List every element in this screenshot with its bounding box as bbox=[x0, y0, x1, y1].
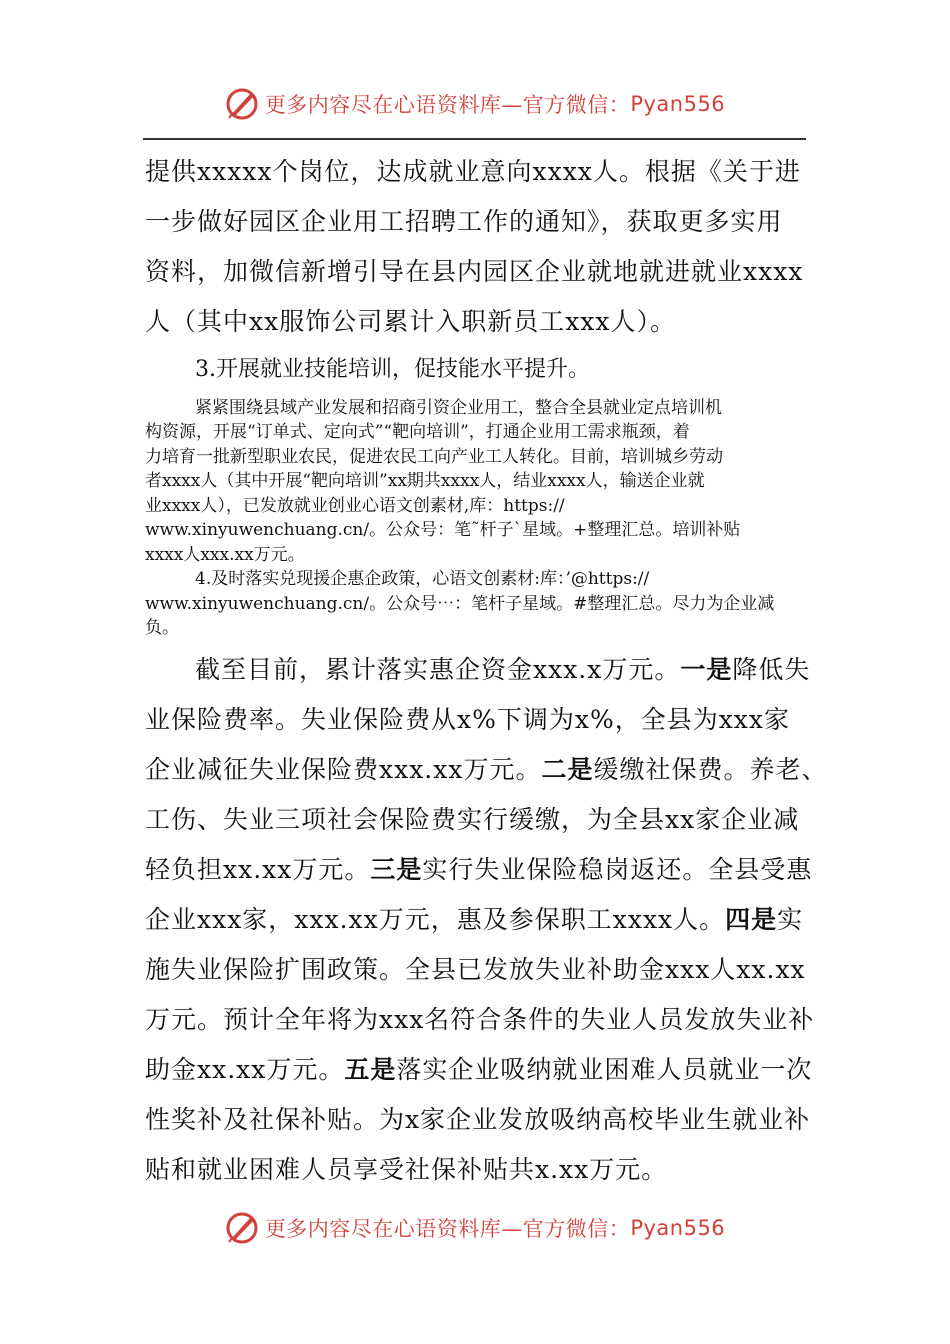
text-line: 万元。预计全年将为xxx名符合条件的失业人员发放失业补 bbox=[145, 1005, 815, 1034]
text-line: 贴和就业困难人员享受社保补贴共x.xx万元。 bbox=[145, 1155, 668, 1184]
text-run: 助金xx.xx万元。 bbox=[145, 1055, 345, 1084]
text-line: 紧紧围绕县域产业发展和招商引资企业用工，整合全县就业定点培训机 bbox=[195, 398, 722, 418]
text-run: 实行失业保险稳岗返还。全县受惠 bbox=[422, 855, 813, 884]
text-line: 4.及时落实兑现援企惠企政策，心语文创素材:库：’@https:// bbox=[195, 569, 650, 589]
text-line: www.xinyuwenchuang.cn/。公众号⋯：笔杆子星域。#整理汇总。尽力为企业减 bbox=[145, 594, 775, 614]
text-line: 工伤、失业三项社会保险费实行缓缴，为全县xx家企业减 bbox=[145, 805, 800, 834]
text-line: 资料，加微信新增引导在县内园区企业就地就进就业xxxx bbox=[145, 257, 804, 286]
text-line bbox=[195, 645, 860, 695]
banner-text: 更多内容尽在心语资料库—官方微信： bbox=[264, 93, 631, 117]
text-run: 缓缴社保费。养老、 bbox=[593, 755, 828, 784]
text-line: 人（其中xx服饰公司累计入职新员工xxx人）。 bbox=[145, 307, 676, 336]
header-divider bbox=[143, 138, 806, 140]
banner-text: 更多内容尽在心语资料库—官方微信： bbox=[264, 1217, 631, 1241]
text-line bbox=[145, 745, 828, 795]
quill-logo-icon bbox=[225, 1211, 259, 1245]
text-line: 提供xxxxx个岗位，达成就业意向xxxx人。根据《关于进 bbox=[145, 157, 801, 186]
text-run: 轻负担xx.xx万元。 bbox=[145, 855, 371, 884]
header-banner bbox=[0, 84, 950, 124]
bold-marker: 四是 bbox=[725, 905, 778, 934]
text-line: 性奖补及社保补贴。为x家企业发放吸纳高校毕业生就业补 bbox=[145, 1105, 811, 1134]
text-line: 一步做好园区企业用工招聘工作的通知》，获取更多实用 bbox=[145, 207, 783, 236]
text-line: 负。 bbox=[145, 618, 179, 638]
wechat-id: Pyan556 bbox=[630, 92, 726, 116]
text-run: 截至目前，累计落实惠企资金xxx.x万元。 bbox=[195, 655, 681, 684]
bold-marker: 二是 bbox=[541, 755, 594, 784]
text-line: 业xxxx人），已发放就业创业心语文创素材,库：https:// bbox=[145, 496, 565, 516]
bold-marker: 一是 bbox=[680, 655, 733, 684]
wechat-id: Pyan556 bbox=[630, 1216, 726, 1240]
text-line bbox=[145, 895, 810, 945]
text-run: 企业减征失业保险费xxx.xx万元。 bbox=[145, 755, 542, 784]
bold-marker: 三是 bbox=[370, 855, 423, 884]
text-run: 实 bbox=[777, 905, 804, 934]
text-line: 业保险费率。失业保险费从x%下调为x%，全县为xxx家 bbox=[145, 705, 791, 734]
footer-banner bbox=[0, 1208, 950, 1248]
text-line: 力培育一批新型职业农民，促进农民工向产业工人转化。目前，培训城乡劳动 bbox=[145, 447, 723, 467]
text-run: 企业xxx家，xxx.xx万元，惠及参保职工xxxx人。 bbox=[145, 905, 726, 934]
text-line: 构资源，开展“订单式、定向式”“靶向培训”，打通企业用工需求瓶颈，着 bbox=[145, 422, 690, 442]
text-line bbox=[145, 1045, 813, 1095]
text-line: xxxx人xxx.xx万元。 bbox=[145, 545, 305, 565]
text-line: www.xinyuwenchuang.cn/。公众号：笔˜杆子`星域。+整理汇总。培训补贴 bbox=[145, 520, 741, 540]
text-run: 落实企业吸纳就业困难人员就业一次 bbox=[396, 1055, 813, 1084]
text-run: 降低失 bbox=[732, 655, 811, 684]
bold-marker: 五是 bbox=[344, 1055, 397, 1084]
text-line: 施失业保险扩围政策。全县已发放失业补助金xxx人xx.xx bbox=[145, 955, 806, 984]
text-line: 者xxxx人（其中开展“靶向培训”xx期共xxxx人，结业xxxx人，输送企业就 bbox=[145, 471, 705, 491]
text-line bbox=[145, 845, 813, 895]
quill-logo-icon bbox=[225, 87, 259, 121]
section-heading: 3.开展就业技能培训，促技能水平提升。 bbox=[195, 357, 590, 382]
